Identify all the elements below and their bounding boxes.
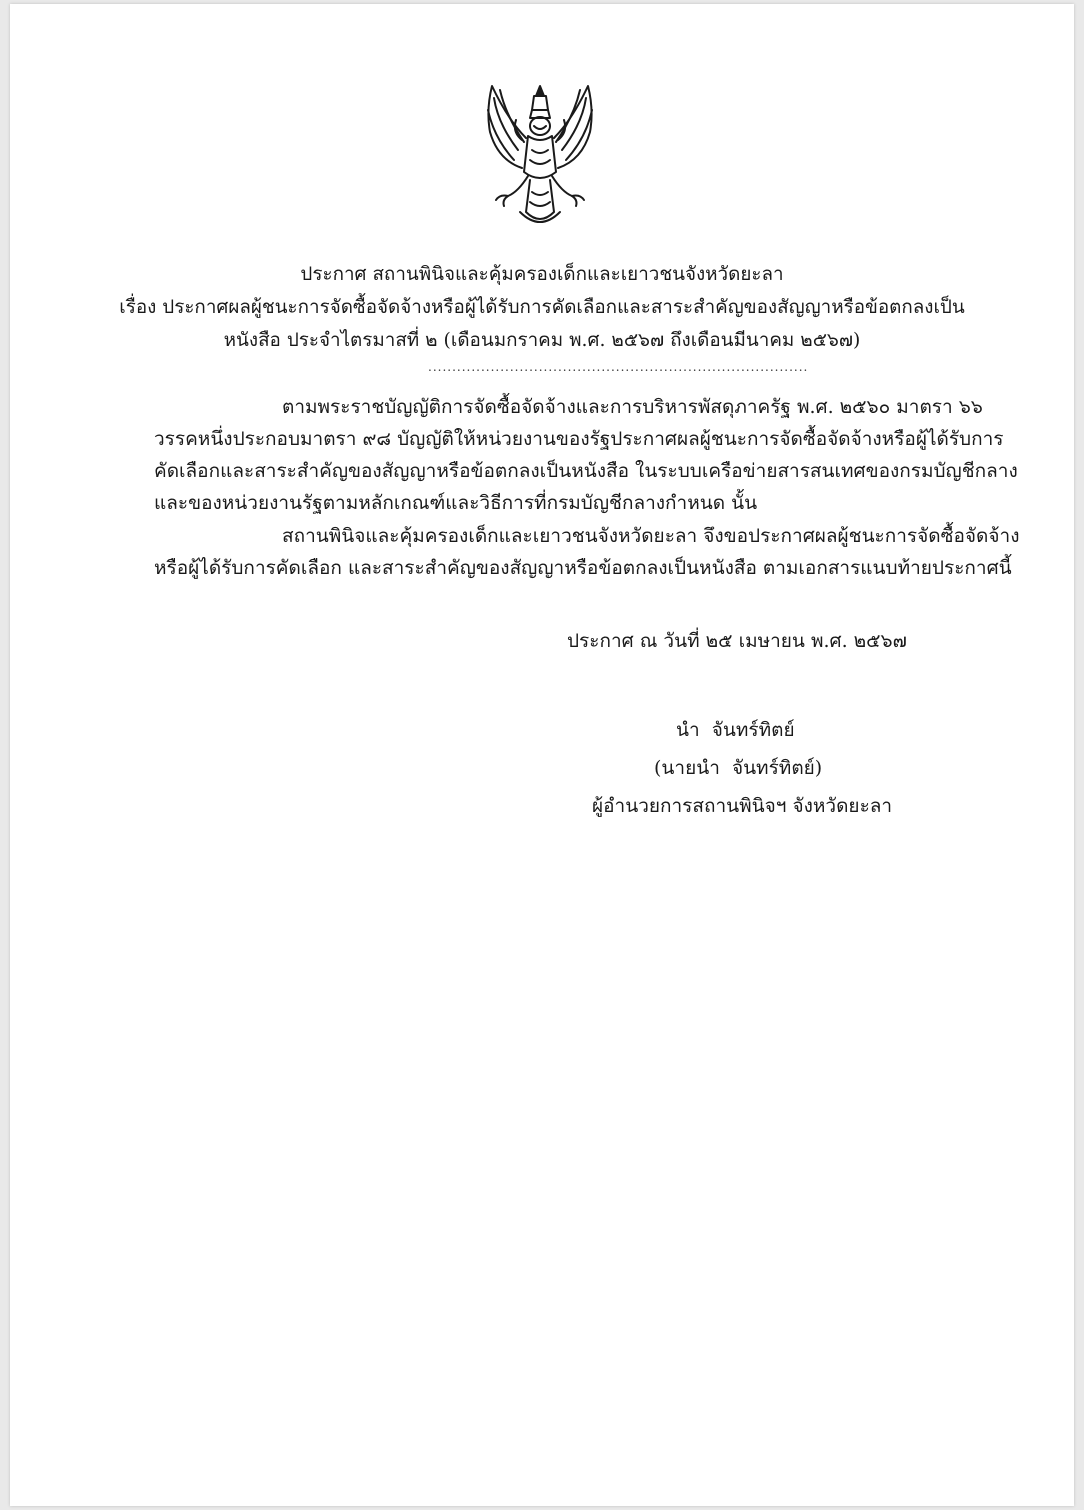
announcement-title: ประกาศ สถานพินิจและคุ้มครองเด็กและเยาวชนจังหวัดยะลา <box>300 264 784 285</box>
paragraph2-line1: สถานพินิจและคุ้มครองเด็กและเยาวชนจังหวัดยะลา จึงขอประกาศผลผู้ชนะการจัดซื้อจัดจ้าง <box>282 525 1020 547</box>
paragraph2-line2: หรือผู้ได้รับการคัดเลือก และสาระสำคัญของสัญญาหรือข้อตกลงเป็นหนังสือ ตามเอกสารแนบท้ายประกาศนี้ <box>154 557 1012 579</box>
paragraph1-line2: วรรคหนึ่งประกอบมาตรา ๙๘ บัญญัติให้หน่วยงานของรัฐประกาศผลผู้ชนะการจัดซื้อจัดจ้างหรือผู้ได้รับการ <box>154 428 1004 450</box>
paragraph1-line1: ตามพระราชบัญญัติการจัดซื้อจัดจ้างและการบริหารพัสดุภาครัฐ พ.ศ. ๒๕๖๐ มาตรา ๖๖ <box>282 396 983 418</box>
signatory-full-name: (นายนำ จันทร์ทิตย์) <box>654 757 823 779</box>
signatory-position: ผู้อำนวยการสถานพินิจฯ จังหวัดยะลา <box>592 795 893 817</box>
subject-line-1: เรื่อง ประกาศผลผู้ชนะการจัดซื้อจัดจ้างหรือผู้ได้รับการคัดเลือกและสาระสำคัญของสัญญาหรือข้อตกลงเป็น <box>119 297 965 318</box>
separator-dots: ............................................................................... <box>428 360 809 374</box>
paragraph1-line4: และของหน่วยงานรัฐตามหลักเกณฑ์และวิธีการที่กรมบัญชีกลางกำหนด นั้น <box>154 492 758 514</box>
announcement-date: ประกาศ ณ วันที่ ๒๕ เมษายน พ.ศ. ๒๕๖๗ <box>567 630 907 652</box>
paragraph1-line3: คัดเลือกและสาระสำคัญของสัญญาหรือข้อตกลงเป็นหนังสือ ในระบบเครือข่ายสารสนเทศของกรมบัญชีกลาง <box>154 460 1018 482</box>
subject-line-2: หนังสือ ประจำไตรมาสที่ ๒ (เดือนมกราคม พ.ศ. ๒๕๖๗ ถึงเดือนมีนาคม ๒๕๖๗) <box>223 330 861 351</box>
signature-name: นำ จันทร์ทิตย์ <box>676 719 795 741</box>
garuda-emblem-icon <box>478 80 602 234</box>
